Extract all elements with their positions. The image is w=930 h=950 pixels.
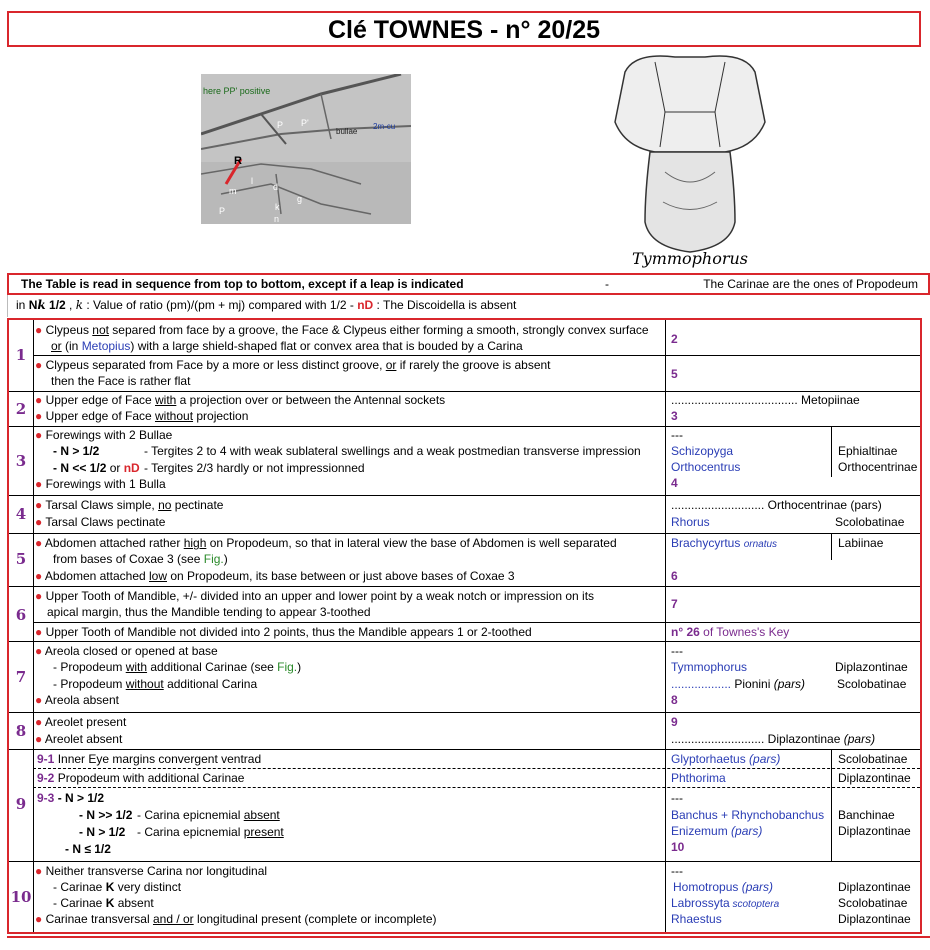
couplet-number: 5 bbox=[15, 550, 27, 568]
couplet-number: 8 bbox=[15, 722, 27, 740]
header-reading-note: The Table is read in sequence from top to bottom, except if a leap is indicated bbox=[21, 277, 464, 291]
key-text: Banchinae bbox=[838, 808, 895, 822]
couplet-3 bbox=[9, 426, 920, 496]
genus-link[interactable]: Rhaestus bbox=[671, 912, 722, 926]
key-text: - Carina epicnemial present bbox=[137, 825, 284, 839]
option-6b: ● Upper Tooth of Mandible not divided into 2 points, thus the Mandible appears 1 or 2-toothed bbox=[35, 625, 532, 639]
genus-link[interactable]: Labrossyta scotoptera bbox=[671, 896, 780, 910]
option-3a-sub1-n: - N > 1/2 bbox=[53, 444, 100, 458]
key-text: ............................ Diplazontinae (pars) bbox=[671, 732, 876, 746]
couplet-number: 4 bbox=[15, 505, 27, 523]
wing-label-r: R bbox=[234, 155, 242, 167]
key-text: - N >> 1/2 bbox=[79, 808, 133, 822]
couplet-number: 9 bbox=[15, 795, 27, 813]
option-5a-cont: from bases of Coxae 3 (see Fig.) bbox=[53, 552, 228, 566]
option-7a: ● Areola closed or opened at base bbox=[35, 644, 218, 658]
wing-label-n: n bbox=[274, 214, 280, 224]
couplet-9 bbox=[9, 749, 920, 862]
option-1a: ● Clypeus not separed from face by a groove, the Face & Clypeus either forming a smooth, strongly convex surface bbox=[35, 323, 649, 337]
goto-link[interactable]: 7 bbox=[671, 597, 678, 611]
key-text: - Carina epicnemial absent bbox=[137, 808, 280, 822]
option-3a: ● Forewings with 2 Bullae bbox=[35, 428, 173, 442]
key-text: --- bbox=[671, 428, 683, 442]
key-text: Diplazontinae bbox=[838, 771, 911, 785]
goto-link[interactable]: 3 bbox=[671, 409, 678, 423]
wing-label-2mcu: 2m-cu bbox=[373, 122, 396, 131]
option-3b: ● Forewings with 1 Bulla bbox=[35, 477, 166, 491]
option-2b: ● Upper edge of Face without projection bbox=[35, 409, 249, 423]
option-7a-sub2: - Propodeum without additional Carina bbox=[53, 677, 258, 691]
wing-label-g: g bbox=[297, 194, 303, 204]
key-text: Diplazontinae bbox=[838, 912, 911, 926]
key-text: --- bbox=[671, 864, 683, 878]
option-1a-cont: or (in Metopius) with a large shield-shaped flat or convex area that is bouded by a Carina bbox=[51, 339, 523, 353]
wing-label-p2: P bbox=[219, 206, 226, 216]
goto-link[interactable]: 8 bbox=[671, 693, 678, 707]
couplet-5 bbox=[9, 533, 920, 587]
goto-link[interactable]: 6 bbox=[671, 569, 678, 583]
genus-link[interactable]: Schizopyga bbox=[671, 444, 734, 458]
option-6a: ● Upper Tooth of Mandible, +/- divided into an upper and lower point by a weak notch or impression on its bbox=[35, 589, 595, 603]
key-text: .................. Pionini (pars) bbox=[671, 677, 806, 691]
option-9-3: 9-3 - N > 1/2 bbox=[37, 791, 105, 805]
key-text: --- bbox=[671, 791, 683, 805]
couplet-6 bbox=[9, 586, 920, 642]
wing-venation-figure bbox=[201, 74, 411, 224]
option-3a-sub1: - Tergites 2 to 4 with weak sublateral swellings and a weak postmedian transverse impression bbox=[144, 444, 641, 458]
couplet-number: 3 bbox=[15, 452, 27, 470]
genus-link[interactable]: Orthocentrus bbox=[671, 460, 741, 474]
option-10a: ● Neither transverse Carina nor longitudinal bbox=[35, 864, 268, 878]
couplet-7 bbox=[9, 641, 920, 713]
goto-link[interactable]: 5 bbox=[671, 367, 678, 381]
key-text: Diplazontinae bbox=[835, 660, 908, 674]
genus-link[interactable]: Rhorus bbox=[671, 515, 710, 529]
option-5b: ● Abdomen attached low on Propodeum, its base between or just above bases of Coxae 3 bbox=[35, 569, 515, 583]
key-text: - Carinae K absent bbox=[53, 896, 154, 910]
header-carinae-note: The Carinae are the ones of Propodeum bbox=[703, 277, 918, 291]
genus-link[interactable]: Glyptorhaetus (pars) bbox=[671, 752, 781, 766]
wing-label-m: m bbox=[229, 186, 237, 196]
goto-link[interactable]: 10 bbox=[671, 840, 685, 854]
couplet-number: 10 bbox=[10, 888, 32, 906]
option-9-2: 9-2 Propodeum with additional Carinae bbox=[37, 771, 245, 785]
page-title: Clé TOWNES - n° 20/25 bbox=[327, 16, 601, 44]
tymmophorus-figure bbox=[605, 52, 775, 270]
genus-link[interactable]: Phthorima bbox=[671, 771, 726, 785]
wing-label-l: l bbox=[251, 176, 253, 186]
couplet-1 bbox=[9, 320, 920, 392]
key-text: - N > 1/2 bbox=[79, 825, 126, 839]
legend-row bbox=[7, 295, 930, 317]
table-header bbox=[7, 273, 930, 295]
option-10b: ● Carinae transversal and / or longitudinal present (complete or incomplete) bbox=[35, 912, 437, 926]
wing-label-p: P bbox=[277, 120, 284, 130]
genus-link[interactable]: Enizemum (pars) bbox=[671, 824, 763, 838]
goto-link[interactable]: 9 bbox=[671, 715, 678, 729]
legend-text: in Nk 1/2 , k : Value of ratio (pm)/(pm + mj) compared with 1/2 - nD : The Discoidella is absent bbox=[16, 298, 517, 312]
key-text: Diplazontinae bbox=[838, 880, 911, 894]
townes-key-link[interactable]: n° 26 of Townes's Key bbox=[671, 625, 790, 639]
couplet-number: 1 bbox=[15, 346, 27, 364]
wing-label-d: d bbox=[273, 182, 279, 192]
genus-link[interactable]: Brachycyrtus ornatus bbox=[671, 536, 778, 550]
couplet-10 bbox=[9, 861, 920, 932]
option-7a-sub1: - Propodeum with additional Carinae (see Fig.) bbox=[53, 660, 302, 674]
key-table bbox=[7, 318, 922, 934]
wing-label-p-prime: P' bbox=[301, 118, 309, 128]
couplet-number: 7 bbox=[15, 668, 27, 686]
key-text: --- bbox=[671, 644, 683, 658]
key-text: Labiinae bbox=[838, 536, 884, 550]
header-dash: - bbox=[605, 277, 609, 291]
option-8b: ● Areolet absent bbox=[35, 732, 123, 746]
key-text: Scolobatinae bbox=[838, 752, 908, 766]
option-8a: ● Areolet present bbox=[35, 715, 127, 729]
couplet-8 bbox=[9, 712, 920, 750]
option-7b: ● Areola absent bbox=[35, 693, 119, 707]
figure-caption: Tymmophorus bbox=[631, 249, 749, 268]
propodeum-drawing bbox=[605, 52, 775, 270]
key-text: Scolobatinae bbox=[835, 515, 905, 529]
key-text: Diplazontinae bbox=[838, 824, 911, 838]
wing-photo bbox=[201, 74, 411, 224]
option-4a: ● Tarsal Claws simple, no pectinate bbox=[35, 498, 224, 512]
wing-caption: here PP' positive bbox=[203, 86, 271, 96]
couplet-4 bbox=[9, 495, 920, 534]
key-text: - Carinae K very distinct bbox=[53, 880, 182, 894]
key-text: Scolobatinae bbox=[838, 896, 908, 910]
key-text: Orthocentrinae bbox=[838, 460, 918, 474]
option-3a-sub2: - Tergites 2/3 hardly or not impressionned bbox=[144, 461, 365, 475]
genus-link[interactable]: Homotropus (pars) bbox=[673, 880, 774, 894]
key-text: - N ≤ 1/2 bbox=[65, 842, 111, 856]
goto-link[interactable]: 4 bbox=[671, 476, 678, 490]
option-1b-cont: then the Face is rather flat bbox=[51, 374, 191, 388]
option-1b: ● Clypeus separated from Face by a more or less distinct groove, or if rarely the groove is absent bbox=[35, 358, 551, 372]
key-text: Ephialtinae bbox=[838, 444, 898, 458]
couplet-2 bbox=[9, 391, 920, 427]
key-text: Scolobatinae bbox=[837, 677, 907, 691]
option-6a-cont: apical margin, thus the Mandible tending to appear 3-toothed bbox=[47, 605, 371, 619]
key-text: ............................ Orthocentrinae (pars) bbox=[671, 498, 882, 512]
couplet-number: 2 bbox=[15, 400, 27, 418]
wing-label-bullae: bullae bbox=[336, 127, 358, 136]
option-3a-sub2-n: - N << 1/2 or nD bbox=[53, 461, 140, 475]
option-5a: ● Abdomen attached rather high on Propodeum, so that in lateral view the base of Abdomen is well separated bbox=[35, 536, 617, 550]
genus-link[interactable]: Banchus + Rhynchobanchus bbox=[671, 808, 825, 822]
option-2a: ● Upper edge of Face with a projection over or between the Antennal sockets bbox=[35, 393, 446, 407]
option-4b: ● Tarsal Claws pectinate bbox=[35, 515, 166, 529]
option-9-1: 9-1 Inner Eye margins convergent ventrad bbox=[37, 752, 262, 766]
result-metopiinae: ...................................... Metopiinae bbox=[671, 393, 860, 407]
genus-link[interactable]: Tymmophorus bbox=[671, 660, 748, 674]
goto-link[interactable]: 2 bbox=[671, 332, 678, 346]
page-title-box bbox=[7, 11, 921, 47]
couplet-number: 6 bbox=[15, 606, 27, 624]
wing-label-k: k bbox=[275, 202, 280, 212]
